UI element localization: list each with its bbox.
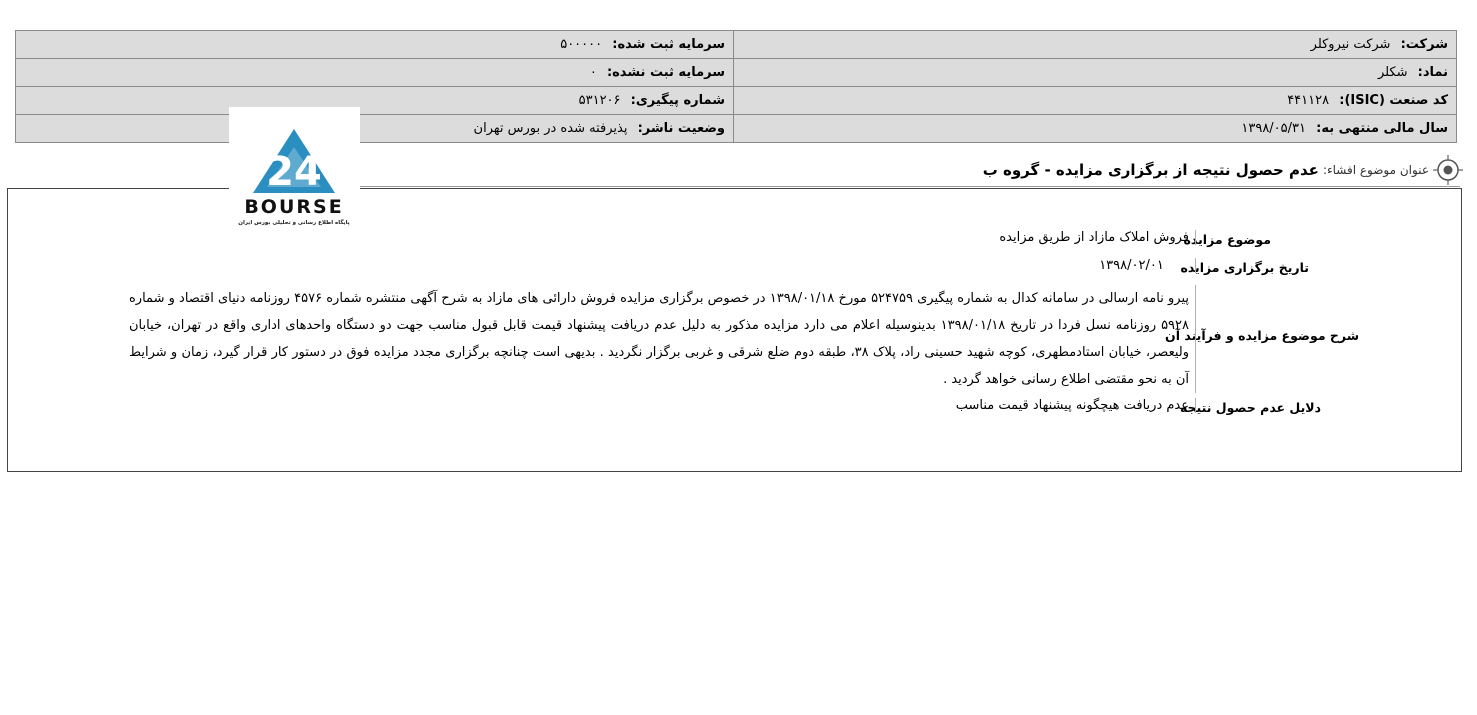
- fiscal-year-cell: [734, 115, 1457, 143]
- fiscal-year-value: ۱۳۹۸/۰۵/۳۱: [1241, 121, 1306, 136]
- description-label: شرح موضوع مزایده و فرآیند آن: [1165, 328, 1359, 343]
- failure-reasons-label: دلایل عدم حصول نتیجه: [1179, 400, 1321, 415]
- capital-registered-label: سرمایه ثبت شده:: [612, 37, 725, 52]
- disclosure-subject: [983, 152, 1463, 188]
- isic-label: کد صنعت (ISIC):: [1339, 93, 1448, 108]
- auction-subject-label: موضوع مزایده: [1183, 232, 1271, 247]
- capital-unregistered-label: سرمایه ثبت نشده:: [606, 65, 725, 80]
- company-cell: [734, 31, 1457, 59]
- logo-wordmark: BOURSE: [244, 196, 344, 218]
- bourse-logo: [229, 107, 360, 229]
- company-label: شرکت:: [1400, 37, 1448, 52]
- fiscal-year-label: سال مالی منتهی به:: [1316, 121, 1448, 136]
- description-value: پیرو نامه ارسالی در سامانه کدال به شماره پیگیری ۵۲۴۷۵۹ مورخ ۱۳۹۸/۰۱/۱۸ در خصوص برگزاری مزایده فروش دارائی های مازاد به شرح آگهی منتشره شماره ۴۵۷۶ روزنامه دنیای اقتصاد و شماره ۵۹۲۸ روزنامه نسل فردا در تاریخ ۱۳۹۸/۰۱/۱۸ بدینوسیله اعلام می دارد مزایده مذکور به دلیل عدم دریافت پیشنهاد قیمت قابل قبول مناسب جهت دو دستگاه واحدهای اداری واقع در تهران، خیابان ولیعصر، خیابان استادمطهری، کوچه شهید حسینی راد، پلاک ۳۸، طبقه دوم ضلع شرقی و غربی برگزار نگردید . بدیهی است چنانچه برگزاری مجدد مزایده فوق در دستور کار قرار گیرد، زمان و شرایط آن به نحو مقتضی اطلاع رسانی خواهد گردید .: [129, 285, 1196, 393]
- symbol-label: نماد:: [1417, 65, 1448, 80]
- capital-registered-value: ۵۰۰۰۰۰: [560, 37, 603, 52]
- tracking-cell: [16, 87, 734, 115]
- publisher-status-label: وضعیت ناشر:: [637, 121, 725, 136]
- auction-date-value: ۱۳۹۸/۰۲/۰۱: [1074, 258, 1196, 273]
- publisher-status-cell: [16, 115, 734, 143]
- tracking-value: ۵۳۱۲۰۶: [578, 93, 621, 108]
- capital-registered-cell: [16, 31, 734, 59]
- header-row: [16, 59, 1457, 87]
- company-value: شرکت نیروکلر: [1310, 37, 1391, 52]
- isic-value: ۴۴۱۱۲۸: [1287, 93, 1330, 108]
- auction-details-box: [7, 188, 1462, 472]
- capital-unregistered-cell: [16, 59, 734, 87]
- isic-cell: [734, 87, 1457, 115]
- publisher-status-value: پذیرفته شده در بورس تهران: [473, 121, 628, 136]
- svg-text:24: 24: [266, 149, 322, 195]
- subject-value: عدم حصول نتیجه از برگزاری مزایده - گروه ب: [982, 161, 1319, 179]
- logo-tagline: پایگاه اطلاع رسانی و تحلیلی بورس ایران: [238, 220, 350, 226]
- symbol-cell: [734, 59, 1457, 87]
- capital-unregistered-value: ۰: [589, 65, 597, 80]
- tracking-label: شماره پیگیری:: [630, 93, 725, 108]
- auction-subject-value: فروش املاک مازاد از طریق مزایده: [999, 230, 1196, 245]
- crosshair-icon: [1433, 155, 1463, 185]
- bourse-logo-mark: [229, 107, 360, 229]
- symbol-value: شکلر: [1377, 65, 1408, 80]
- header-row: [16, 31, 1457, 59]
- failure-reasons-value: عدم دریافت هیچگونه پیشنهاد قیمت مناسب: [956, 398, 1196, 413]
- auction-date-label: تاریخ برگزاری مزایده: [1180, 260, 1309, 275]
- subject-label: عنوان موضوع افشاء:: [1322, 163, 1429, 177]
